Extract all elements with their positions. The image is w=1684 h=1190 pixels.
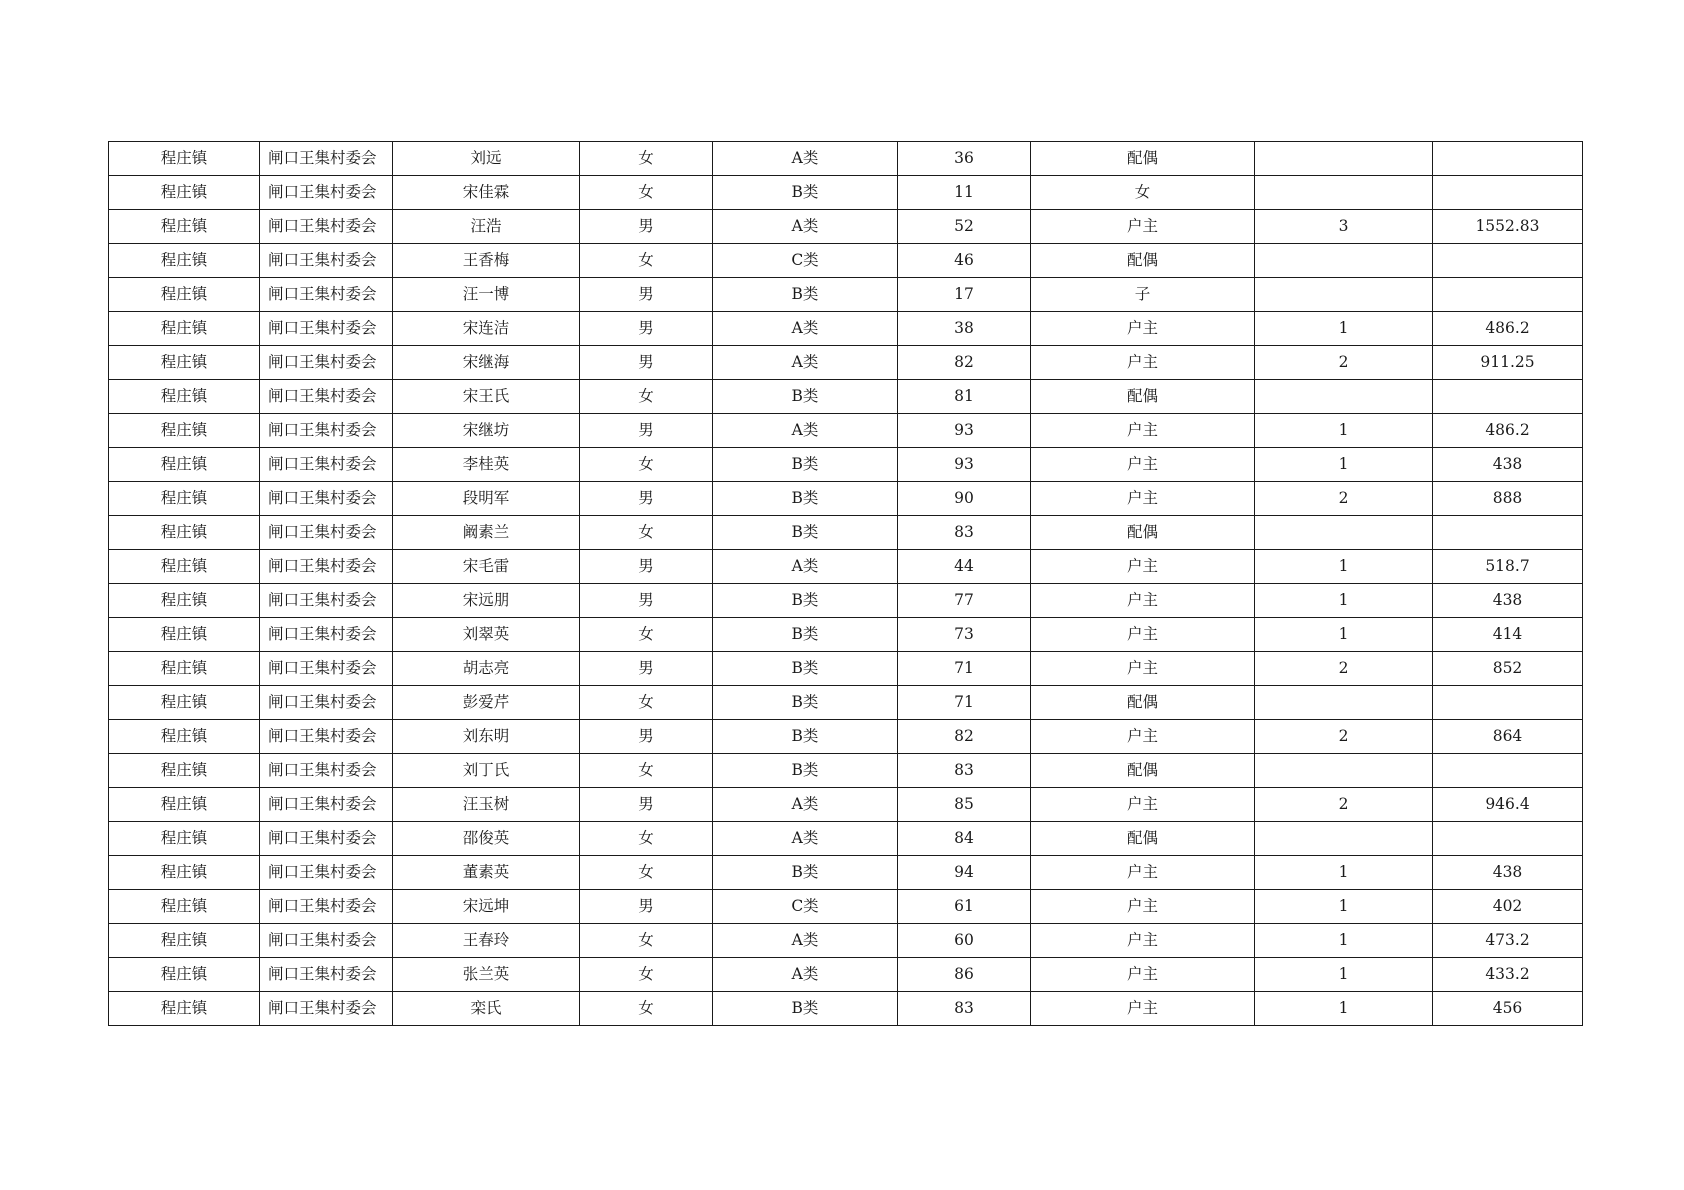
amount-cell: 864: [1433, 720, 1583, 754]
gender-cell: 女: [580, 618, 713, 652]
age-cell: 44: [898, 550, 1031, 584]
table-row: [109, 210, 1583, 244]
town-cell: 程庄镇: [109, 686, 260, 720]
gender-cell: 男: [580, 550, 713, 584]
gender-cell: 男: [580, 584, 713, 618]
gender-cell: 女: [580, 958, 713, 992]
village-cell: 闸口王集村委会: [260, 176, 393, 210]
village-cell: 闸口王集村委会: [260, 652, 393, 686]
age-cell: 86: [898, 958, 1031, 992]
age-cell: 84: [898, 822, 1031, 856]
table-row: [109, 482, 1583, 516]
relation-cell: 户主: [1031, 550, 1255, 584]
relation-cell: 户主: [1031, 312, 1255, 346]
name-cell: 宋远坤: [393, 890, 580, 924]
town-cell: 程庄镇: [109, 822, 260, 856]
relation-cell: 户主: [1031, 346, 1255, 380]
town-cell: 程庄镇: [109, 176, 260, 210]
category-cell: B类: [713, 584, 898, 618]
name-cell: 汪玉树: [393, 788, 580, 822]
name-cell: 胡志亮: [393, 652, 580, 686]
village-cell: 闸口王集村委会: [260, 822, 393, 856]
town-cell: 程庄镇: [109, 244, 260, 278]
gender-cell: 男: [580, 482, 713, 516]
category-cell: A类: [713, 924, 898, 958]
relation-cell: 户主: [1031, 210, 1255, 244]
count-cell: [1255, 244, 1433, 278]
village-cell: 闸口王集村委会: [260, 448, 393, 482]
amount-cell: 911.25: [1433, 346, 1583, 380]
name-cell: 宋远朋: [393, 584, 580, 618]
count-cell: 1: [1255, 312, 1433, 346]
gender-cell: 女: [580, 992, 713, 1026]
table-row: [109, 448, 1583, 482]
town-cell: 程庄镇: [109, 890, 260, 924]
relation-cell: 户主: [1031, 482, 1255, 516]
table-row: [109, 380, 1583, 414]
table-row: [109, 958, 1583, 992]
gender-cell: 女: [580, 380, 713, 414]
relation-cell: 户主: [1031, 618, 1255, 652]
gender-cell: 男: [580, 346, 713, 380]
village-cell: 闸口王集村委会: [260, 278, 393, 312]
amount-cell: 852: [1433, 652, 1583, 686]
name-cell: 宋王氏: [393, 380, 580, 414]
category-cell: B类: [713, 992, 898, 1026]
count-cell: 2: [1255, 652, 1433, 686]
amount-cell: [1433, 516, 1583, 550]
gender-cell: 男: [580, 414, 713, 448]
relation-cell: 配偶: [1031, 754, 1255, 788]
gender-cell: 女: [580, 754, 713, 788]
table-row: [109, 312, 1583, 346]
relation-cell: 户主: [1031, 992, 1255, 1026]
village-cell: 闸口王集村委会: [260, 992, 393, 1026]
count-cell: 1: [1255, 414, 1433, 448]
amount-cell: 518.7: [1433, 550, 1583, 584]
amount-cell: 438: [1433, 856, 1583, 890]
amount-cell: 456: [1433, 992, 1583, 1026]
town-cell: 程庄镇: [109, 924, 260, 958]
count-cell: 1: [1255, 992, 1433, 1026]
category-cell: B类: [713, 754, 898, 788]
count-cell: [1255, 380, 1433, 414]
town-cell: 程庄镇: [109, 788, 260, 822]
town-cell: 程庄镇: [109, 754, 260, 788]
category-cell: A类: [713, 414, 898, 448]
relation-cell: 户主: [1031, 788, 1255, 822]
count-cell: 1: [1255, 550, 1433, 584]
table-row: [109, 516, 1583, 550]
age-cell: 83: [898, 754, 1031, 788]
table-row: [109, 822, 1583, 856]
town-cell: 程庄镇: [109, 278, 260, 312]
count-cell: [1255, 516, 1433, 550]
town-cell: 程庄镇: [109, 312, 260, 346]
table-row: [109, 686, 1583, 720]
relation-cell: 配偶: [1031, 686, 1255, 720]
roster-body: [109, 142, 1583, 1026]
age-cell: 77: [898, 584, 1031, 618]
relation-cell: 配偶: [1031, 516, 1255, 550]
gender-cell: 男: [580, 210, 713, 244]
name-cell: 汪浩: [393, 210, 580, 244]
relation-cell: 户主: [1031, 448, 1255, 482]
table-row: [109, 890, 1583, 924]
town-cell: 程庄镇: [109, 618, 260, 652]
count-cell: 1: [1255, 584, 1433, 618]
gender-cell: 女: [580, 924, 713, 958]
table-row: [109, 550, 1583, 584]
table-row: [109, 346, 1583, 380]
gender-cell: 女: [580, 822, 713, 856]
count-cell: 2: [1255, 482, 1433, 516]
amount-cell: [1433, 142, 1583, 176]
gender-cell: 女: [580, 244, 713, 278]
gender-cell: 男: [580, 788, 713, 822]
table-row: [109, 788, 1583, 822]
category-cell: B类: [713, 448, 898, 482]
town-cell: 程庄镇: [109, 958, 260, 992]
relation-cell: 配偶: [1031, 822, 1255, 856]
amount-cell: [1433, 380, 1583, 414]
amount-cell: [1433, 754, 1583, 788]
amount-cell: [1433, 686, 1583, 720]
category-cell: B类: [713, 686, 898, 720]
table-row: [109, 176, 1583, 210]
gender-cell: 女: [580, 686, 713, 720]
name-cell: 彭爱芹: [393, 686, 580, 720]
town-cell: 程庄镇: [109, 856, 260, 890]
relation-cell: 配偶: [1031, 244, 1255, 278]
amount-cell: 1552.83: [1433, 210, 1583, 244]
count-cell: [1255, 278, 1433, 312]
village-cell: 闸口王集村委会: [260, 754, 393, 788]
age-cell: 71: [898, 686, 1031, 720]
category-cell: A类: [713, 822, 898, 856]
age-cell: 17: [898, 278, 1031, 312]
gender-cell: 女: [580, 856, 713, 890]
amount-cell: [1433, 176, 1583, 210]
gender-cell: 女: [580, 448, 713, 482]
amount-cell: [1433, 244, 1583, 278]
town-cell: 程庄镇: [109, 448, 260, 482]
count-cell: [1255, 686, 1433, 720]
relation-cell: 配偶: [1031, 380, 1255, 414]
count-cell: [1255, 176, 1433, 210]
count-cell: 2: [1255, 346, 1433, 380]
age-cell: 46: [898, 244, 1031, 278]
village-cell: 闸口王集村委会: [260, 890, 393, 924]
category-cell: B类: [713, 380, 898, 414]
age-cell: 94: [898, 856, 1031, 890]
town-cell: 程庄镇: [109, 482, 260, 516]
age-cell: 90: [898, 482, 1031, 516]
category-cell: B类: [713, 516, 898, 550]
town-cell: 程庄镇: [109, 652, 260, 686]
age-cell: 38: [898, 312, 1031, 346]
table-row: [109, 754, 1583, 788]
category-cell: C类: [713, 890, 898, 924]
name-cell: 王香梅: [393, 244, 580, 278]
table-row: [109, 924, 1583, 958]
amount-cell: 414: [1433, 618, 1583, 652]
name-cell: 李桂英: [393, 448, 580, 482]
amount-cell: 438: [1433, 584, 1583, 618]
relation-cell: 子: [1031, 278, 1255, 312]
amount-cell: 438: [1433, 448, 1583, 482]
relation-cell: 户主: [1031, 414, 1255, 448]
name-cell: 段明军: [393, 482, 580, 516]
category-cell: B类: [713, 856, 898, 890]
village-cell: 闸口王集村委会: [260, 720, 393, 754]
table-row: [109, 856, 1583, 890]
category-cell: B类: [713, 176, 898, 210]
name-cell: 宋继海: [393, 346, 580, 380]
name-cell: 宋佳霖: [393, 176, 580, 210]
village-cell: 闸口王集村委会: [260, 958, 393, 992]
age-cell: 81: [898, 380, 1031, 414]
amount-cell: [1433, 278, 1583, 312]
gender-cell: 女: [580, 516, 713, 550]
table-row: [109, 244, 1583, 278]
name-cell: 栾氏: [393, 992, 580, 1026]
category-cell: B类: [713, 278, 898, 312]
village-cell: 闸口王集村委会: [260, 380, 393, 414]
village-cell: 闸口王集村委会: [260, 686, 393, 720]
town-cell: 程庄镇: [109, 720, 260, 754]
name-cell: 刘远: [393, 142, 580, 176]
name-cell: 阚素兰: [393, 516, 580, 550]
name-cell: 张兰英: [393, 958, 580, 992]
relation-cell: 户主: [1031, 924, 1255, 958]
gender-cell: 男: [580, 652, 713, 686]
age-cell: 82: [898, 720, 1031, 754]
count-cell: 3: [1255, 210, 1433, 244]
gender-cell: 女: [580, 142, 713, 176]
village-cell: 闸口王集村委会: [260, 618, 393, 652]
category-cell: A类: [713, 550, 898, 584]
relation-cell: 户主: [1031, 890, 1255, 924]
village-cell: 闸口王集村委会: [260, 312, 393, 346]
table-row: [109, 414, 1583, 448]
count-cell: 1: [1255, 924, 1433, 958]
category-cell: B类: [713, 618, 898, 652]
village-cell: 闸口王集村委会: [260, 210, 393, 244]
village-cell: 闸口王集村委会: [260, 142, 393, 176]
village-cell: 闸口王集村委会: [260, 924, 393, 958]
village-cell: 闸口王集村委会: [260, 516, 393, 550]
age-cell: 73: [898, 618, 1031, 652]
relation-cell: 户主: [1031, 856, 1255, 890]
table-row: [109, 992, 1583, 1026]
category-cell: B类: [713, 482, 898, 516]
town-cell: 程庄镇: [109, 380, 260, 414]
category-cell: A类: [713, 210, 898, 244]
count-cell: 2: [1255, 720, 1433, 754]
amount-cell: 888: [1433, 482, 1583, 516]
age-cell: 52: [898, 210, 1031, 244]
name-cell: 邵俊英: [393, 822, 580, 856]
name-cell: 董素英: [393, 856, 580, 890]
count-cell: 1: [1255, 448, 1433, 482]
table-row: [109, 720, 1583, 754]
town-cell: 程庄镇: [109, 142, 260, 176]
name-cell: 宋继坊: [393, 414, 580, 448]
age-cell: 85: [898, 788, 1031, 822]
category-cell: B类: [713, 720, 898, 754]
name-cell: 宋连洁: [393, 312, 580, 346]
name-cell: 宋毛雷: [393, 550, 580, 584]
village-cell: 闸口王集村委会: [260, 482, 393, 516]
age-cell: 93: [898, 448, 1031, 482]
age-cell: 61: [898, 890, 1031, 924]
age-cell: 60: [898, 924, 1031, 958]
gender-cell: 男: [580, 720, 713, 754]
category-cell: A类: [713, 346, 898, 380]
village-cell: 闸口王集村委会: [260, 244, 393, 278]
amount-cell: 402: [1433, 890, 1583, 924]
count-cell: [1255, 142, 1433, 176]
count-cell: 1: [1255, 618, 1433, 652]
table-row: [109, 652, 1583, 686]
town-cell: 程庄镇: [109, 414, 260, 448]
table-row: [109, 142, 1583, 176]
table-row: [109, 278, 1583, 312]
category-cell: A类: [713, 142, 898, 176]
name-cell: 王春玲: [393, 924, 580, 958]
amount-cell: [1433, 822, 1583, 856]
category-cell: A类: [713, 788, 898, 822]
town-cell: 程庄镇: [109, 550, 260, 584]
gender-cell: 男: [580, 312, 713, 346]
roster-table: [108, 141, 1583, 1026]
relation-cell: 女: [1031, 176, 1255, 210]
category-cell: A类: [713, 958, 898, 992]
town-cell: 程庄镇: [109, 992, 260, 1026]
amount-cell: 433.2: [1433, 958, 1583, 992]
age-cell: 83: [898, 516, 1031, 550]
village-cell: 闸口王集村委会: [260, 346, 393, 380]
amount-cell: 946.4: [1433, 788, 1583, 822]
town-cell: 程庄镇: [109, 210, 260, 244]
relation-cell: 户主: [1031, 652, 1255, 686]
relation-cell: 户主: [1031, 720, 1255, 754]
gender-cell: 男: [580, 278, 713, 312]
town-cell: 程庄镇: [109, 584, 260, 618]
town-cell: 程庄镇: [109, 346, 260, 380]
age-cell: 11: [898, 176, 1031, 210]
village-cell: 闸口王集村委会: [260, 788, 393, 822]
name-cell: 刘东明: [393, 720, 580, 754]
category-cell: A类: [713, 312, 898, 346]
village-cell: 闸口王集村委会: [260, 856, 393, 890]
category-cell: C类: [713, 244, 898, 278]
count-cell: 2: [1255, 788, 1433, 822]
town-cell: 程庄镇: [109, 516, 260, 550]
category-cell: B类: [713, 652, 898, 686]
name-cell: 刘丁氏: [393, 754, 580, 788]
village-cell: 闸口王集村委会: [260, 584, 393, 618]
village-cell: 闸口王集村委会: [260, 550, 393, 584]
count-cell: 1: [1255, 856, 1433, 890]
amount-cell: 473.2: [1433, 924, 1583, 958]
count-cell: 1: [1255, 958, 1433, 992]
relation-cell: 配偶: [1031, 142, 1255, 176]
relation-cell: 户主: [1031, 584, 1255, 618]
gender-cell: 女: [580, 176, 713, 210]
village-cell: 闸口王集村委会: [260, 414, 393, 448]
count-cell: 1: [1255, 890, 1433, 924]
count-cell: [1255, 754, 1433, 788]
relation-cell: 户主: [1031, 958, 1255, 992]
age-cell: 82: [898, 346, 1031, 380]
gender-cell: 男: [580, 890, 713, 924]
age-cell: 93: [898, 414, 1031, 448]
amount-cell: 486.2: [1433, 312, 1583, 346]
name-cell: 刘翠英: [393, 618, 580, 652]
amount-cell: 486.2: [1433, 414, 1583, 448]
age-cell: 71: [898, 652, 1031, 686]
age-cell: 83: [898, 992, 1031, 1026]
count-cell: [1255, 822, 1433, 856]
table-row: [109, 618, 1583, 652]
name-cell: 汪一博: [393, 278, 580, 312]
age-cell: 36: [898, 142, 1031, 176]
table-row: [109, 584, 1583, 618]
